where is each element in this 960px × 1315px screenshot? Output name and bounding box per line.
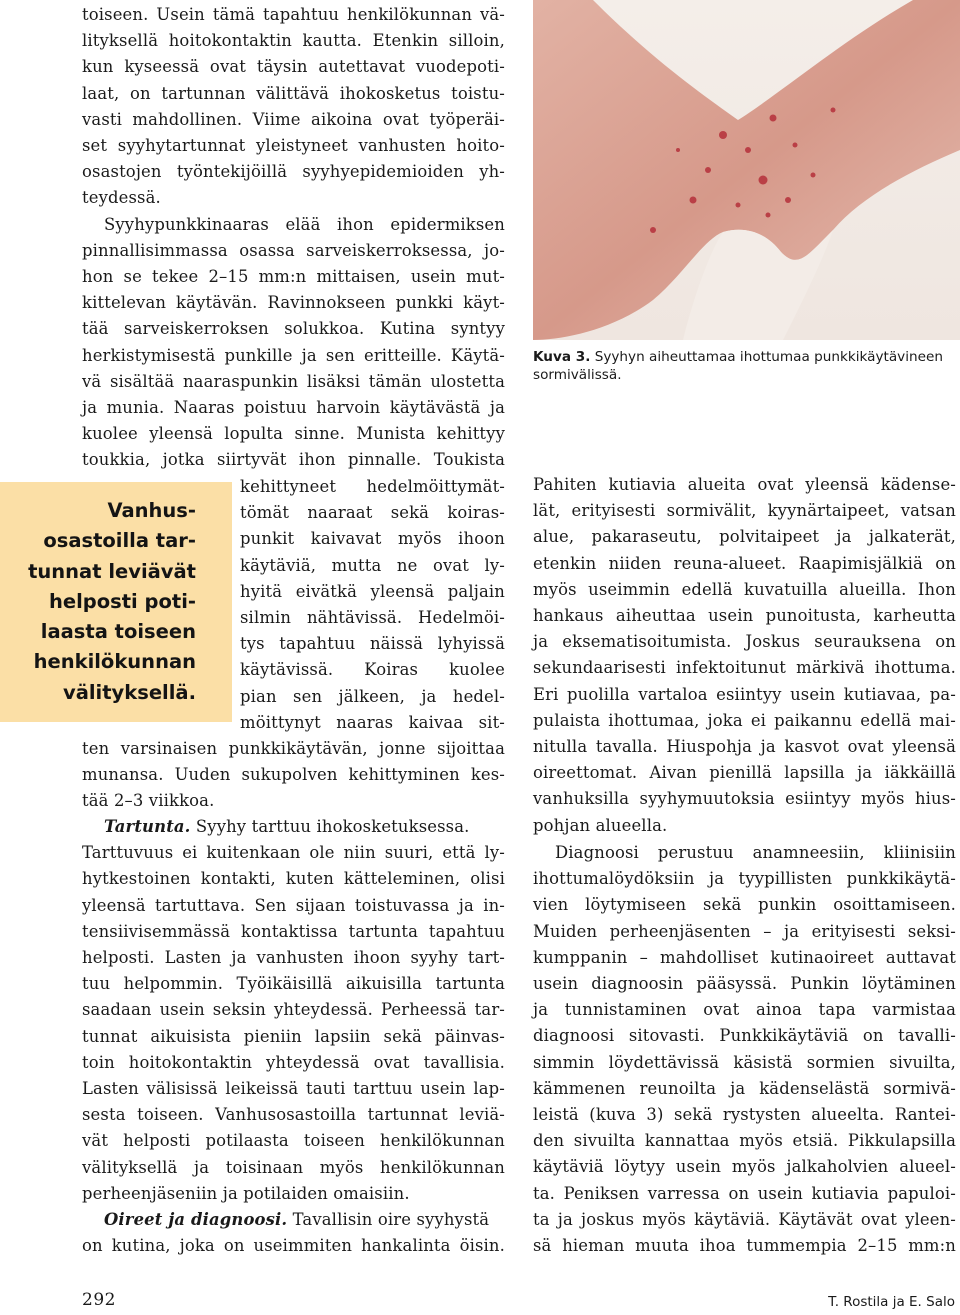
text-line: diagnoosi sitovasti. Punkkikäytäviä on tavalli-	[533, 1026, 956, 1046]
text-line: leistä (kuva 3) sekä rystysten alueelta. Rantei-	[533, 1105, 956, 1125]
text-line: usein diagnoosin pääsyssä. Punkin löytäminen	[533, 974, 956, 994]
text-line: teydessä.	[82, 188, 161, 208]
text-line: etenkin niiden reuna-alueet. Raapimisjälkiä on	[533, 553, 956, 573]
tartunta-first-line	[82, 814, 505, 840]
tartunta-body	[82, 840, 505, 1207]
text-line: pian sen jälkeen, ja hedel-	[240, 686, 505, 706]
pull-quote-text	[6, 496, 196, 708]
text-line: sä hieman muuta ihoa tummempia 2–15 mm:n	[533, 1236, 956, 1256]
text-line: herkistymisestä punkille ja sen eritteille. Käytä-	[82, 345, 505, 365]
caption-text: Syyhyn aiheuttamaa ihottumaa punkkikäytävineen sormivälissä.	[533, 349, 943, 383]
text-line: Diagnoosi perustuu anamneesiin, kliinisiin	[555, 843, 956, 862]
text-line: hytkestoinen kontakti, kuten kätteleminen, olisi	[82, 869, 505, 889]
text-line: tuu helpommin. Työikäisillä aikuisilla tartunta	[82, 974, 505, 994]
text-line: myös useimmin edellä kuvatuilla alueilla. Ihon	[533, 579, 956, 599]
text-line: helposti. Lasten ja vanhusten ihoon syyhy tart-	[82, 948, 505, 968]
text-line: hyitä eivätkä yleensä paljain	[240, 581, 505, 601]
text-line: ja munia. Naaras poistuu harvoin käytävästä ja	[82, 398, 505, 418]
right-column-paragraph-1	[533, 472, 956, 839]
text-line: tää sarveiskerroksen solukkoa. Kutina syntyy	[82, 319, 505, 339]
text-line: käytävissä. Koiras kuolee	[240, 660, 505, 680]
figure-caption	[533, 348, 958, 384]
pull-quote-line: helposti poti-	[48, 589, 196, 613]
left-column-top	[82, 2, 505, 474]
text-line: tys tapahtuu näissä lyhyissä	[240, 634, 505, 654]
text-line: lityksellä hoitokontaktin kautta. Etenkin silloin,	[82, 31, 505, 51]
text-line: tensiivisemmässä kontaktissa tartunta tapahtuu	[82, 921, 505, 941]
text-line: ja eksematisoitumista. Joskus seurauksena on	[533, 632, 956, 652]
text-line: alue, pakaraseutu, polvitaipeet ja jalkaterät,	[533, 527, 956, 547]
text-line: Muiden perheenjäsenten – ja erityisesti seksi-	[533, 921, 956, 941]
text-line: perheenjäseniin ja potilaiden omaisiin.	[82, 1183, 410, 1203]
left-column-wrap	[240, 474, 505, 736]
oireet-first-line	[82, 1207, 505, 1233]
tartunta-first-text: Syyhy tarttuu ihokosketuksessa.	[190, 817, 470, 836]
author-credit: T. Rostila ja E. Salo	[828, 1294, 955, 1310]
text-line: simmin löydettävissä käsistä sormien sivuilta,	[533, 1052, 956, 1072]
text-line: vä sisältää naaraspunkin lisäksi tämän ulostetta	[82, 371, 505, 391]
text-line: kuolee yleensä lopulta sinne. Munista kehittyy	[82, 424, 505, 444]
text-line: vät helposti potilaasta toiseen henkilökunnan	[82, 1131, 505, 1151]
pull-quote-line: osastoilla tar-	[43, 529, 196, 553]
text-line: tää 2–3 viikkoa.	[82, 791, 215, 811]
text-line: pulaista ihottumaa, joka ei paikannu edellä mai-	[533, 710, 956, 730]
text-line: lät, erityisesti sormivälit, kyynärtaipeet, vatsan	[533, 501, 956, 521]
text-line: ja tunnistaminen ovat ainoa tapa varmistaa	[533, 1000, 956, 1020]
text-line: välityksellä ja toisinaan myös henkilökunnan	[82, 1157, 505, 1177]
text-line: tunnat aikuisista pieniin lapsiin sekä päinvas-	[82, 1026, 505, 1046]
text-line: pinnallisimmassa osassa sarveiskerroksessa, jo-	[82, 240, 505, 260]
text-line: den sivuilta kannattaa myös etsiä. Pikkulapsilla	[533, 1131, 956, 1151]
pull-quote-line: välityksellä.	[62, 680, 196, 704]
text-line: pohjan alueella.	[533, 815, 668, 835]
text-line: sekundaarisesti infektoitunut märkivä ihottuma.	[533, 658, 956, 678]
text-line: yleensä tartuttava. Sen sijaan toistuvassa ja in-	[82, 895, 505, 915]
text-line: möittynyt naaras kaivaa sit-	[240, 712, 505, 732]
text-line: ihottumalöydöksiin ja tyypillisten punkkikäytä-	[533, 869, 956, 889]
oireet-heading: Oireet ja diagnoosi.	[104, 1210, 288, 1230]
text-line: saadaan usein seksin yhteydessä. Perheessä tar-	[82, 1000, 505, 1020]
text-line: Tarttuvuus ei kuitenkaan ole niin suuri, että ly-	[82, 843, 505, 863]
text-line: oireettomat. Aivan pienillä lapsilla ja iäkkäillä	[533, 763, 956, 783]
text-line: käytäviä löytyy usein myös jalkaholvien alueel-	[533, 1157, 956, 1177]
text-line: toiseen. Usein tämä tapahtuu henkilökunnan vä-	[82, 5, 505, 24]
text-line: on kutina, joka on useimmiten hankalinta öisin.	[82, 1236, 505, 1256]
text-line: sesta toiseen. Vanhusosastoilla tartunnat leviä-	[82, 1105, 505, 1125]
text-line: hankaus aiheuttaa usein punoitusta, karheutta	[533, 606, 956, 626]
pull-quote-line: tunnat leviävät	[28, 559, 196, 583]
text-line: vien löytymiseen sekä punkin osoittamiseen.	[533, 895, 956, 915]
page-number: 292	[82, 1290, 116, 1310]
text-line: Pahiten kutiavia alueita ovat yleensä kädense-	[533, 475, 956, 494]
text-line: osastojen työntekijöillä syyhyepidemioiden yh-	[82, 162, 505, 182]
text-line: ta ja joskus myös käytäviä. Käytävät ovat yleen-	[533, 1209, 956, 1229]
oireet-first-text: Tavallisin oire syyhystä	[287, 1210, 490, 1230]
text-line: hon se tekee 2–15 mm:n mittaisen, usein mut-	[82, 267, 505, 287]
text-line: silmin nähtävissä. Hedelmöi-	[240, 608, 505, 628]
text-line: nitulla tavalla. Hiuspohja ja kasvot ovat yleensä	[533, 737, 956, 757]
pull-quote-line: henkilökunnan	[33, 650, 196, 674]
text-line: kun kyseessä ovat täysin autettavat vuodepoti-	[82, 57, 505, 77]
caption-label: Kuva 3.	[533, 349, 591, 365]
pull-quote-box	[0, 482, 232, 722]
skin-rash-photo	[533, 0, 960, 340]
text-line: kittelevan käytävän. Ravinnokseen punkki käyt-	[82, 293, 505, 313]
text-line: ta. Peniksen varressa on usein kutiavia papuloi-	[533, 1183, 956, 1203]
text-line: kämmenen reunoilta ja kädenselästä sormivä-	[533, 1078, 956, 1098]
text-line: punkit kaivavat myös ihoon	[240, 529, 505, 549]
oireet-body	[82, 1233, 505, 1259]
text-line: käytäviä, mutta ne ovat ly-	[240, 555, 505, 575]
text-line: Syyhypunkkinaaras elää ihon epidermiksen	[104, 214, 505, 234]
text-line: Eri puolilla vartaloa esiintyy usein kutiavaa, pa-	[533, 684, 956, 704]
pull-quote-line: laasta toiseen	[40, 620, 196, 644]
text-line: vasti mahdollinen. Viime aikoina ovat työperäi-	[82, 109, 505, 129]
text-line: vanhuksilla syyhymuutoksia esiintyy myös hius-	[533, 789, 956, 809]
text-line: laat, on tartunnan välittävä ihokosketus toistu-	[82, 83, 505, 103]
tartunta-heading: Tartunta.	[104, 817, 191, 836]
pull-quote-line: Vanhus-	[107, 499, 196, 522]
text-line: set syyhytartunnat yleistyneet vanhusten hoito-	[82, 136, 505, 156]
text-line: Lasten välisissä leikeissä tauti tarttuu usein lap-	[82, 1079, 505, 1099]
text-line: munansa. Uuden sukupolven kehittyminen kes-	[82, 765, 505, 785]
left-column-bottom	[82, 736, 505, 815]
text-line: kumppanin – mahdolliset kutinaoireet auttavat	[533, 947, 956, 967]
text-line: toukkia, jotka siirtyvät ihon pinnalle. Toukista	[82, 450, 505, 470]
text-line: ten varsinaisen punkkikäytävän, jonne sijoittaa	[82, 739, 505, 758]
text-line: kehittyneet hedelmöittymät-	[240, 477, 505, 496]
text-line: toin hoitokontaktin yhteydessä ovat tavallisia.	[82, 1052, 505, 1072]
text-line: tömät naaraat sekä koiras-	[240, 503, 505, 523]
right-column-paragraph-2	[533, 840, 956, 1259]
tartunta-section	[82, 814, 505, 1259]
